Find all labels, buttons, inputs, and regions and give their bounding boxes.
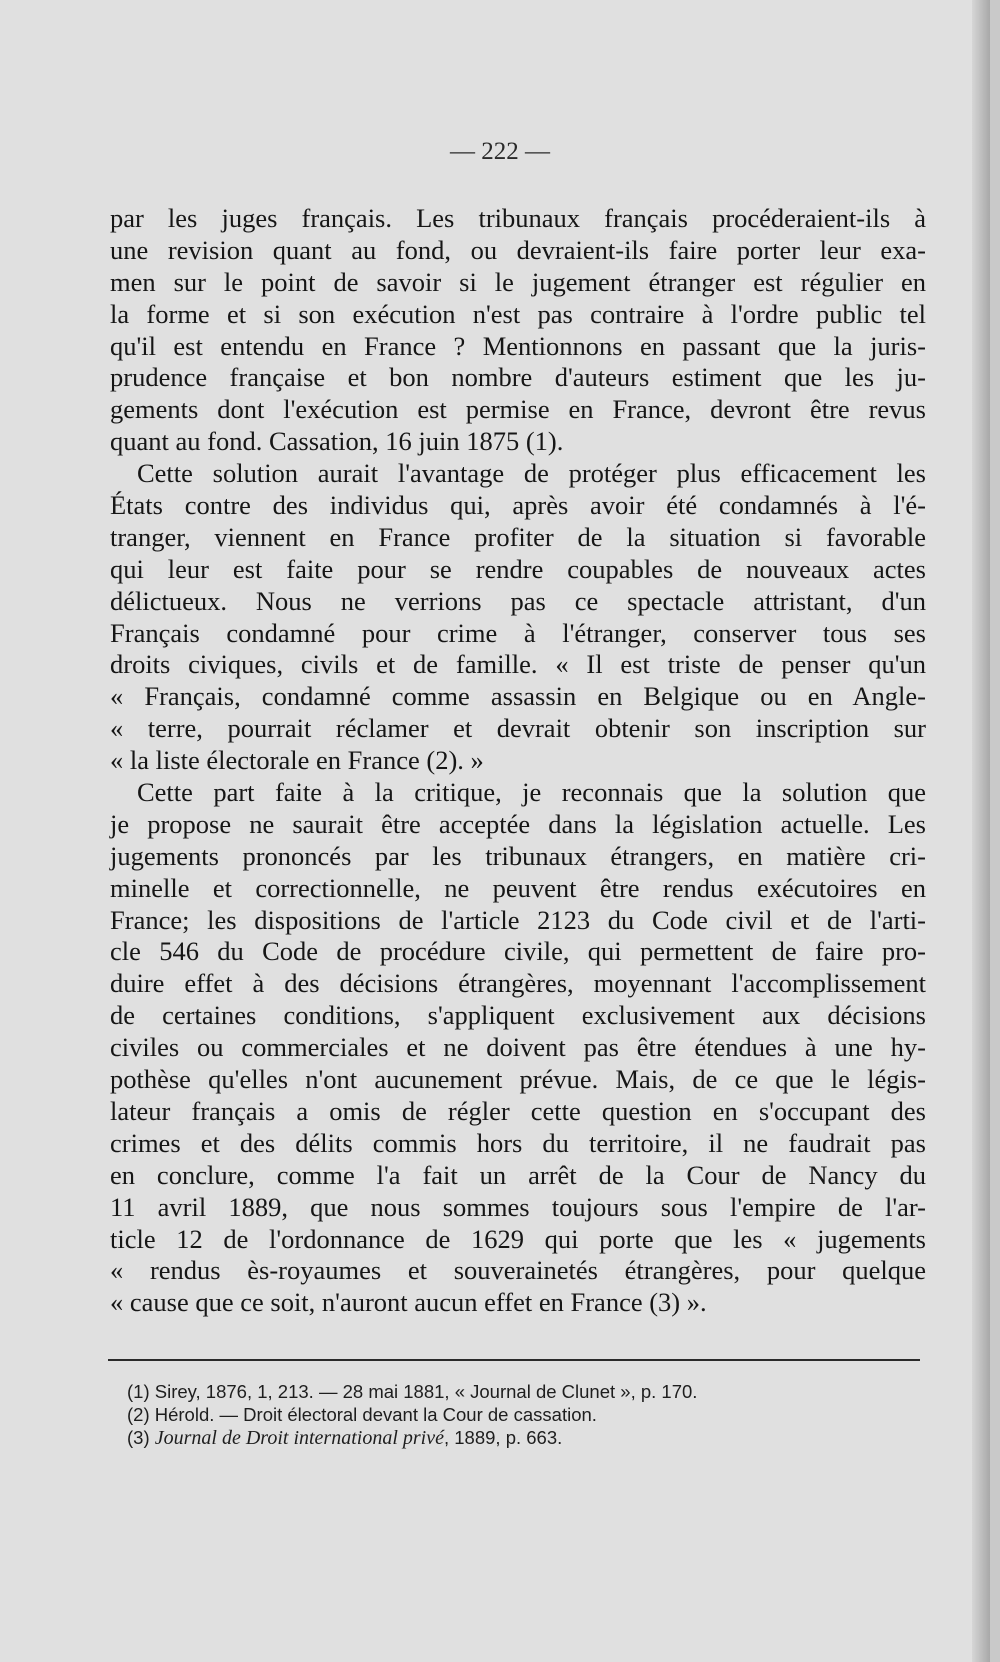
text-line: « Français, condamné comme assassin en Belgique ou en Angle- — [110, 681, 926, 712]
page-number: — 222 — — [450, 138, 550, 165]
text-line: États contre des individus qui, après avoir été condamnés à l'é- — [110, 490, 926, 521]
text-line: cle 546 du Code de procédure civile, qui permettent de faire pro- — [110, 936, 926, 967]
footnote-3-title: Journal de Droit international privé — [154, 1427, 444, 1449]
text-line: crimes et des délits commis hors du territoire, il ne faudrait pas — [110, 1127, 926, 1158]
text-line: en conclure, comme l'a fait un arrêt de la Cour de Nancy du — [110, 1159, 926, 1190]
text-line: gements dont l'exécution est permise en France, devront être revus — [110, 394, 926, 425]
text-line: prudence française et bon nombre d'auteurs estiment que les ju- — [110, 362, 926, 393]
footnote-separator-rule — [108, 1359, 920, 1361]
text-line: Cette solution aurait l'avantage de protéger plus efficacement les — [137, 458, 926, 489]
text-line: « rendus ès-royaumes et souverainetés étrangères, pour quelque — [110, 1255, 926, 1286]
text-line: quant au fond. Cassation, 16 juin 1875 (1). — [110, 426, 564, 457]
text-line: je propose ne saurait être acceptée dans la législation actuelle. Les — [110, 808, 926, 839]
text-line: tranger, viennent en France profiter de la situation si favorable — [110, 521, 926, 552]
text-line: pothèse qu'elles n'ont aucunement prévue. Mais, de ce que le légis- — [110, 1064, 926, 1095]
text-line: 11 avril 1889, que nous sommes toujours sous l'empire de l'ar- — [110, 1191, 926, 1222]
text-line: Français condamné pour crime à l'étranger, conserver tous ses — [110, 617, 926, 648]
text-line: « terre, pourrait réclamer et devrait obtenir son inscription sur — [110, 713, 926, 744]
footnotes — [127, 1380, 887, 1450]
text-line: qui leur est faite pour se rendre coupables de nouveaux actes — [110, 553, 926, 584]
text-line: Cette part faite à la critique, je reconnais que la solution que — [137, 777, 926, 808]
footnote-3 — [127, 1426, 887, 1450]
text-line: men sur le point de savoir si le jugement étranger est régulier en — [110, 266, 926, 297]
text-line: délictueux. Nous ne verrions pas ce spectacle attristant, d'un — [110, 585, 926, 616]
text-line: qu'il est entendu en France ? Mentionnons en passant que la juris- — [110, 330, 926, 361]
text-line: par les juges français. Les tribunaux français procéderaient-ils à — [110, 203, 926, 233]
footnote-2: (2) Hérold. — Droit électoral devant la Cour de cassation. — [127, 1404, 597, 1425]
text-line: minelle et correctionnelle, ne peuvent être rendus exécutoires en — [110, 872, 926, 903]
text-line: « cause que ce soit, n'auront aucun effet en France (3) ». — [110, 1287, 707, 1318]
text-line: la forme et si son exécution n'est pas contraire à l'ordre public tel — [110, 298, 926, 329]
text-line: « la liste électorale en France (2). » — [110, 745, 484, 776]
page-edge-shadow — [972, 0, 990, 1662]
footnote-3-suffix: , 1889, p. 663. — [443, 1427, 563, 1448]
text-line: une revision quant au fond, ou devraient-ils faire porter leur exa- — [110, 234, 926, 265]
text-line: jugements prononcés par les tribunaux étrangers, en matière cri- — [110, 840, 926, 871]
footnote-1: (1) Sirey, 1876, 1, 213. — 28 mai 1881, « Journal de Clunet », p. 170. — [127, 1381, 698, 1402]
text-line: lateur français a omis de régler cette question en s'occupant des — [110, 1095, 926, 1126]
body-text — [110, 203, 926, 1319]
text-line: duire effet à des décisions étrangères, moyennant l'accomplissement — [110, 968, 926, 999]
text-line: droits civiques, civils et de famille. « Il est triste de penser qu'un — [110, 649, 926, 680]
text-line: ticle 12 de l'ordonnance de 1629 qui porte que les « jugements — [110, 1223, 926, 1254]
text-line: France; les dispositions de l'article 2123 du Code civil et de l'arti- — [110, 904, 926, 935]
paragraph — [110, 458, 926, 777]
footnote-3-prefix: (3) — [127, 1427, 155, 1448]
text-line: de certaines conditions, s'appliquent exclusivement aux décisions — [110, 1000, 926, 1031]
paragraph — [110, 777, 926, 1319]
paragraph — [110, 203, 926, 458]
text-line: civiles ou commerciales et ne doivent pas être étendues à une hy- — [110, 1032, 926, 1063]
